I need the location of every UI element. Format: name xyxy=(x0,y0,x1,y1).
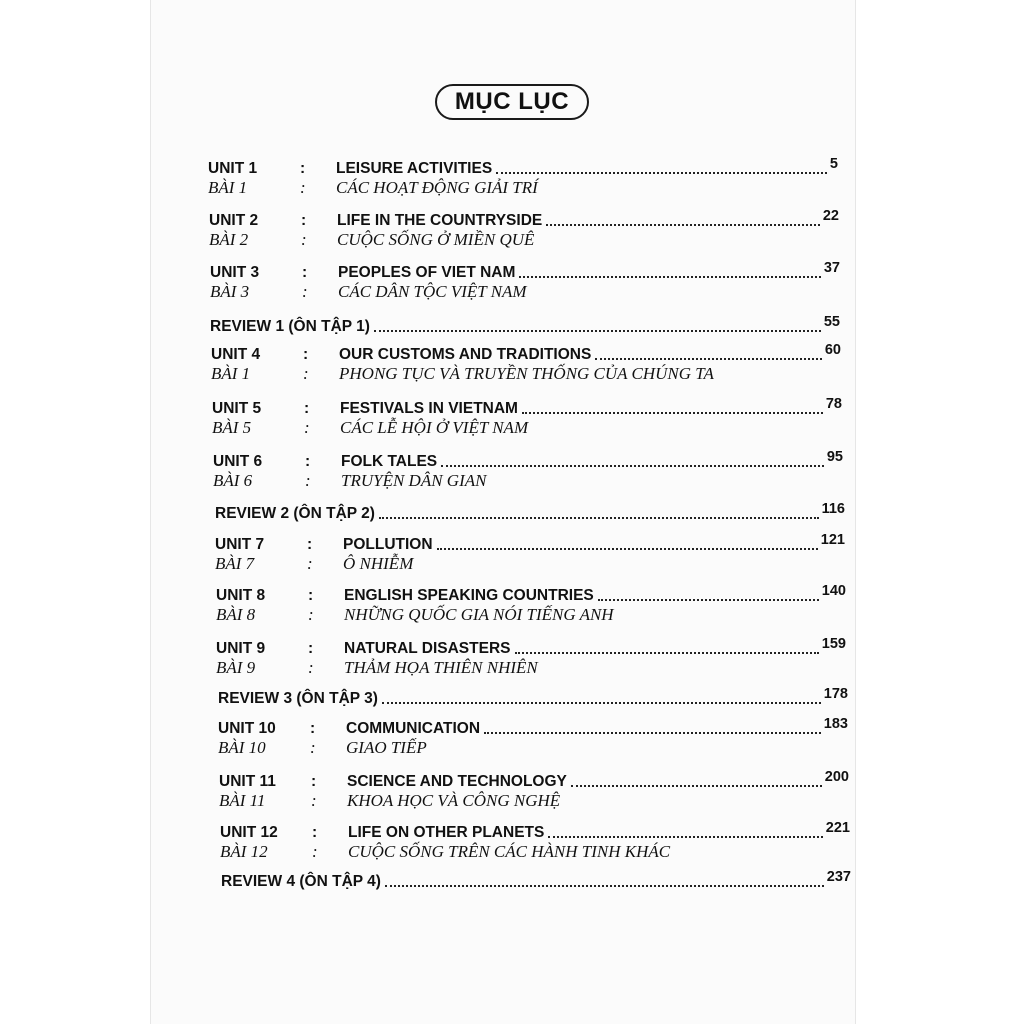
dot-leader xyxy=(515,651,819,654)
colon: : xyxy=(302,282,308,301)
colon: : xyxy=(310,720,316,737)
page-number: 37 xyxy=(823,260,840,276)
review-title: REVIEW 4 (ÔN TẬP 4) xyxy=(221,873,381,890)
unit-number: UNIT 1 xyxy=(208,160,258,177)
unit-number: UNIT 11 xyxy=(219,773,276,790)
unit-title-vi: NHỮNG QUỐC GIA NÓI TIẾNG ANH xyxy=(344,605,614,624)
dot-leader xyxy=(571,784,822,787)
colon: : xyxy=(301,230,307,249)
lesson-number: BÀI 3 xyxy=(210,282,250,301)
dot-leader xyxy=(496,171,827,174)
dot-leader xyxy=(548,835,822,838)
toc-entry xyxy=(216,636,846,680)
lesson-number: BÀI 10 xyxy=(218,738,266,757)
unit-title-en: LIFE ON OTHER PLANETS xyxy=(348,824,545,841)
toc-entry xyxy=(219,769,849,813)
toc-entry xyxy=(212,396,842,440)
review-title: REVIEW 2 (ÔN TẬP 2) xyxy=(215,505,375,522)
lesson-number: BÀI 2 xyxy=(209,230,249,249)
unit-title-vi: KHOA HỌC VÀ CÔNG NGHỆ xyxy=(347,791,561,810)
page-number: 183 xyxy=(823,716,848,732)
review-title: REVIEW 3 (ÔN TẬP 3) xyxy=(218,690,378,707)
lesson-number: BÀI 7 xyxy=(215,554,255,573)
toc-entry xyxy=(216,583,846,627)
dot-leader xyxy=(522,411,823,414)
page-number: 78 xyxy=(825,396,842,412)
unit-title-vi: Ô NHIỄM xyxy=(343,554,414,573)
toc-entry xyxy=(208,156,838,200)
colon: : xyxy=(308,605,314,624)
unit-number: UNIT 12 xyxy=(220,824,278,841)
review-title: REVIEW 1 (ÔN TẬP 1) xyxy=(210,318,370,335)
dot-leader xyxy=(484,731,821,734)
dot-leader xyxy=(519,275,820,278)
dot-leader xyxy=(382,701,821,704)
unit-number: UNIT 7 xyxy=(215,536,265,553)
page-number: 5 xyxy=(829,156,838,172)
unit-title-en: ENGLISH SPEAKING COUNTRIES xyxy=(344,587,594,604)
unit-number: UNIT 5 xyxy=(212,400,262,417)
page-number: 55 xyxy=(823,314,840,330)
dot-leader xyxy=(374,329,821,332)
unit-title-en: LIFE IN THE COUNTRYSIDE xyxy=(337,212,543,229)
colon: : xyxy=(301,212,307,229)
dot-leader xyxy=(598,598,819,601)
toc-entry xyxy=(210,260,840,304)
colon: : xyxy=(308,658,314,677)
toc-entry xyxy=(209,208,839,252)
unit-title-en: SCIENCE AND TECHNOLOGY xyxy=(347,773,567,790)
unit-number: UNIT 3 xyxy=(210,264,260,281)
page-number: 116 xyxy=(821,501,845,517)
unit-number: UNIT 6 xyxy=(213,453,263,470)
toc-entry xyxy=(215,532,845,576)
page-number: 221 xyxy=(825,820,850,836)
colon: : xyxy=(307,554,313,573)
page-title: MỤC LỤC xyxy=(435,84,589,120)
unit-title-en: POLLUTION xyxy=(343,536,433,553)
page-number: 140 xyxy=(821,583,846,599)
colon: : xyxy=(310,738,316,757)
dot-leader xyxy=(437,547,818,550)
unit-title-vi: PHONG TỤC VÀ TRUYỀN THỐNG CỦA CHÚNG TA xyxy=(339,364,714,383)
unit-title-vi: CÁC HOẠT ĐỘNG GIẢI TRÍ xyxy=(336,178,538,197)
unit-title-en: OUR CUSTOMS AND TRADITIONS xyxy=(339,346,592,363)
colon: : xyxy=(304,418,310,437)
unit-title-en: FESTIVALS IN VIETNAM xyxy=(340,400,518,417)
unit-title-vi: TRUYỆN DÂN GIAN xyxy=(341,471,487,490)
lesson-number: BÀI 5 xyxy=(212,418,252,437)
lesson-number: BÀI 9 xyxy=(216,658,256,677)
toc-entry xyxy=(218,716,848,760)
colon: : xyxy=(303,346,309,363)
colon: : xyxy=(300,178,306,197)
page-number: 121 xyxy=(820,532,845,548)
page-number: 22 xyxy=(822,208,839,224)
colon: : xyxy=(305,471,311,490)
colon: : xyxy=(311,773,317,790)
colon: : xyxy=(308,640,314,657)
unit-number: UNIT 2 xyxy=(209,212,259,229)
colon: : xyxy=(308,587,314,604)
colon: : xyxy=(305,453,311,470)
dot-leader xyxy=(385,884,824,887)
unit-title-en: FOLK TALES xyxy=(341,453,438,470)
toc-entry xyxy=(211,342,841,386)
unit-number: UNIT 10 xyxy=(218,720,276,737)
dot-leader xyxy=(595,357,822,360)
lesson-number: BÀI 12 xyxy=(220,842,268,861)
unit-title-vi: CUỘC SỐNG TRÊN CÁC HÀNH TINH KHÁC xyxy=(348,842,671,861)
unit-number: UNIT 4 xyxy=(211,346,261,363)
unit-title-en: COMMUNICATION xyxy=(346,720,481,737)
unit-title-vi: CUỘC SỐNG Ở MIỀN QUÊ xyxy=(337,230,535,249)
lesson-number: BÀI 11 xyxy=(219,791,266,810)
lesson-number: BÀI 1 xyxy=(208,178,248,197)
dot-leader xyxy=(546,223,820,226)
colon: : xyxy=(312,824,318,841)
colon: : xyxy=(307,536,313,553)
colon: : xyxy=(300,160,306,177)
unit-number: UNIT 9 xyxy=(216,640,266,657)
review-entry xyxy=(210,314,840,336)
colon: : xyxy=(304,400,310,417)
lesson-number: BÀI 1 xyxy=(211,364,251,383)
page-number: 60 xyxy=(824,342,841,358)
dot-leader xyxy=(441,464,824,467)
colon: : xyxy=(302,264,308,281)
page-number: 178 xyxy=(823,686,848,702)
unit-title-en: PEOPLES OF VIET NAM xyxy=(338,264,516,281)
page-number: 200 xyxy=(824,769,849,785)
dot-leader xyxy=(379,516,819,519)
colon: : xyxy=(311,791,317,810)
unit-number: UNIT 8 xyxy=(216,587,266,604)
page-number: 159 xyxy=(821,636,846,652)
unit-title-vi: CÁC DÂN TỘC VIỆT NAM xyxy=(338,282,527,301)
colon: : xyxy=(312,842,318,861)
unit-title-vi: CÁC LỄ HỘI Ở VIỆT NAM xyxy=(340,418,529,437)
toc-entry xyxy=(220,820,850,864)
review-entry xyxy=(215,501,845,523)
lesson-number: BÀI 8 xyxy=(216,605,256,624)
colon: : xyxy=(303,364,309,383)
page-number: 237 xyxy=(826,869,851,885)
page-number: 95 xyxy=(826,449,843,465)
review-entry xyxy=(218,686,848,708)
unit-title-vi: GIAO TIẾP xyxy=(346,738,427,757)
unit-title-en: NATURAL DISASTERS xyxy=(344,640,511,657)
lesson-number: BÀI 6 xyxy=(213,471,253,490)
unit-title-vi: THẢM HỌA THIÊN NHIÊN xyxy=(344,658,538,677)
toc-entry xyxy=(213,449,843,493)
review-entry xyxy=(221,869,851,891)
unit-title-en: LEISURE ACTIVITIES xyxy=(336,160,493,177)
